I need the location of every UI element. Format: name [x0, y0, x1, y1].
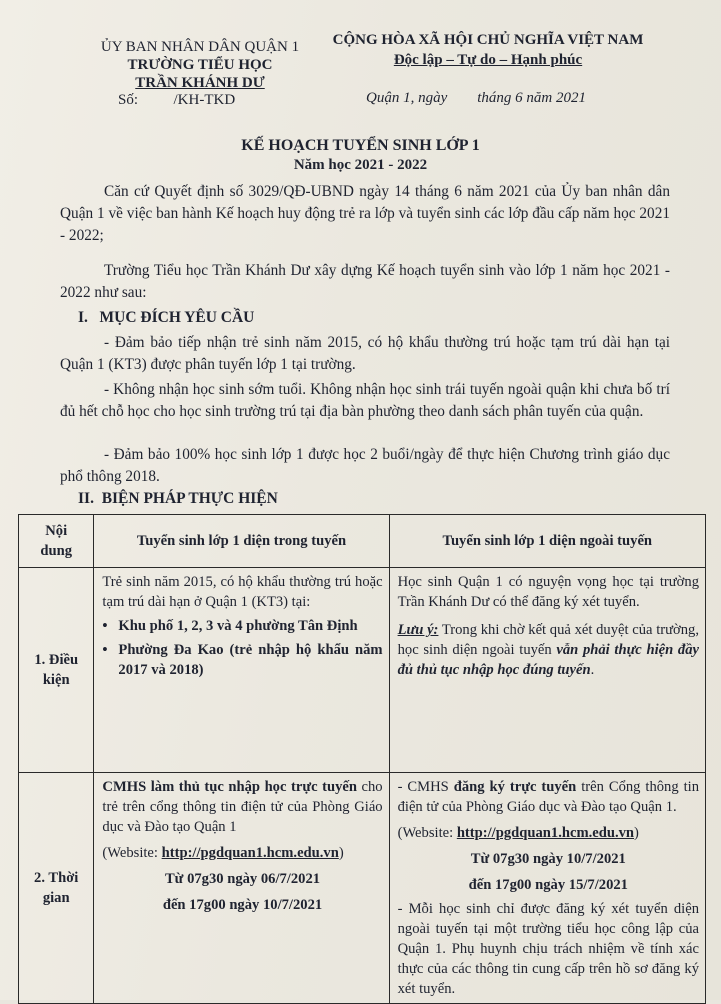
out-zone-rule: - Mỗi học sinh chỉ được đăng ký xét tuyển diện ngoài tuyến tại một trường tiểu học công lập của Quận 1. Phụ huynh chịu trách nhiệm về tính xác thực của các thông tin cung cấp trên hồ sơ đăng ký xét tuyển.: [397, 901, 699, 997]
table-row-schedule: [19, 773, 706, 1004]
national-header: [318, 30, 658, 70]
place-date: Quận 1, ngày tháng 6 năm 2021: [366, 90, 586, 106]
website-out-zone: (Website: http://pgdquan1.hcm.edu.vn): [397, 825, 639, 841]
document-title: KẾ HOẠCH TUYỂN SINH LỚP 1: [241, 137, 480, 154]
doc-no-label: Số:: [118, 92, 139, 108]
header-in-zone: Tuyển sinh lớp 1 diện trong tuyến: [94, 515, 389, 568]
website-in-zone: (Website: http://pgdquan1.hcm.edu.vn): [102, 845, 344, 861]
country-name: CỘNG HÒA XÃ HỘI CHỦ NGHĨA VIỆT NAM: [332, 32, 644, 48]
requirement-item-1: - Đảm bảo tiếp nhận trẻ sinh năm 2015, có hộ khẩu thường trú hoặc tạm trú dài hạn tại Quận 1 (KT3) được phân tuyến lớp 1 tại trường.: [60, 334, 670, 373]
org-line-2: TRƯỜNG TIỂU HỌC: [127, 57, 273, 73]
requirement-item-3: - Đảm bảo 100% học sinh lớp 1 được học 2 buổi/ngày để thực hiện Chương trình giáo dục phổ thông 2018.: [60, 446, 670, 485]
in-zone-start: Từ 07g30 ngày 06/7/2021: [164, 871, 321, 887]
row-label-conditions: 1. Điều kiện: [19, 568, 94, 773]
schedule-in-zone: CMHS làm thủ tục nhập học trực tuyến cho trẻ trên cổng thông tin điện tử của Phòng Giáo dục và Đào tạo Quận 1 (Website: http://pgdquan1.hcm.edu.vn) Từ 07g30 ngày 06/7/2021 đến 17g00 ngày 10/7/2021: [94, 773, 389, 1004]
table-header-row: [19, 515, 706, 568]
header-content: Nội dung: [19, 515, 94, 568]
org-line-1: ỦY BAN NHÂN DÂN QUẬN 1: [100, 39, 300, 55]
list-item: • Phường Đa Kao (trẻ nhập hộ khẩu năm 2017 và 2018): [102, 642, 383, 678]
row-label-schedule: 2. Thời gian: [19, 773, 94, 1004]
note-label: Lưu ý:: [397, 622, 439, 638]
paragraph-intro: Trường Tiểu học Trần Khánh Dư xây dựng Kế hoạch tuyển sinh vào lớp 1 năm học 2021 - 2022 như sau:: [60, 262, 670, 301]
enrollment-table: [18, 514, 706, 1004]
table-row-conditions: [19, 568, 706, 773]
requirement-item-2: - Không nhận học sinh sớm tuổi. Không nhận học sinh trái tuyến ngoài quận khi chưa bố trí đủ hết chỗ học cho học sinh trường trú tại địa bàn phường theo danh sách phân tuyến của quận.: [60, 381, 670, 420]
schedule-out-zone: - CMHS đăng ký trực tuyến trên Cổng thông tin điện tử của Phòng Giáo dục và Đào tạo Quận 1. (Website: http://pgdquan1.hcm.edu.vn) Từ 07g30 ngày 10/7/2021 đến 17g00 ngày 15/7/2021 - Mỗi học sinh chỉ được đăng ký xét tuyển diện ngoài tuyến tại một trường tiểu học công lập của Quận 1. Phụ huynh chịu trách nhiệm về tính xác thực của các thông tin cung cấp trên hồ sơ đăng ký xét tuyển.: [389, 773, 705, 1004]
conditions-in-zone: Trẻ sinh năm 2015, có hộ khẩu thường trú hoặc tạm trú dài hạn ở Quận 1 (KT3) tại: • Khu phố 1, 2, 3 và 4 phường Tân Định • Phường Đa Kao (trẻ nhập hộ khẩu năm 2017 và 2018): [94, 568, 389, 773]
document-subtitle: Năm học 2021 - 2022: [293, 157, 428, 173]
issuing-organization: [60, 38, 340, 92]
out-zone-start: Từ 07g30 ngày 10/7/2021: [470, 851, 626, 867]
list-item: • Khu phố 1, 2, 3 và 4 phường Tân Định: [102, 618, 358, 634]
national-motto: Độc lập – Tự do – Hạnh phúc: [393, 52, 583, 68]
header-out-zone: Tuyển sinh lớp 1 diện ngoài tuyến: [389, 515, 705, 568]
website-link[interactable]: http://pgdquan1.hcm.edu.vn: [161, 845, 339, 861]
note-emphasis: vẫn phải thực hiện đầy đủ thủ tục nhập học đúng tuyến: [397, 642, 699, 678]
paragraph-legal-basis: Căn cứ Quyết định số 3029/QĐ-UBND ngày 14 tháng 6 năm 2021 của Ủy ban nhân dân Quận 1 về việc ban hành Kế hoạch huy động trẻ ra lớp và tuyển sinh các lớp đầu cấp năm học 2021 - 2022;: [60, 183, 670, 244]
in-zone-end: đến 17g00 ngày 10/7/2021: [162, 897, 323, 913]
doc-no-value: /KH-TKD: [173, 92, 236, 108]
conditions-out-zone: Học sinh Quận 1 có nguyện vọng học tại trường Trần Khánh Dư có thể đăng ký xét tuyển. Lưu ý: Trong khi chờ kết quả xét duyệt của trường, học sinh diện ngoài tuyến vẫn phải thực hiện đầy đủ thủ tục nhập học đúng tuyến.: [389, 568, 705, 773]
website-link[interactable]: http://pgdquan1.hcm.edu.vn: [456, 825, 635, 841]
section-heading-1: I. MỤC ĐÍCH YÊU CẦU: [78, 309, 255, 326]
document-number: [118, 92, 235, 109]
section-heading-2: II. BIỆN PHÁP THỰC HIỆN: [78, 490, 278, 507]
out-zone-end: đến 17g00 ngày 15/7/2021: [468, 877, 628, 893]
org-line-3: TRẦN KHÁNH DƯ: [135, 75, 265, 91]
